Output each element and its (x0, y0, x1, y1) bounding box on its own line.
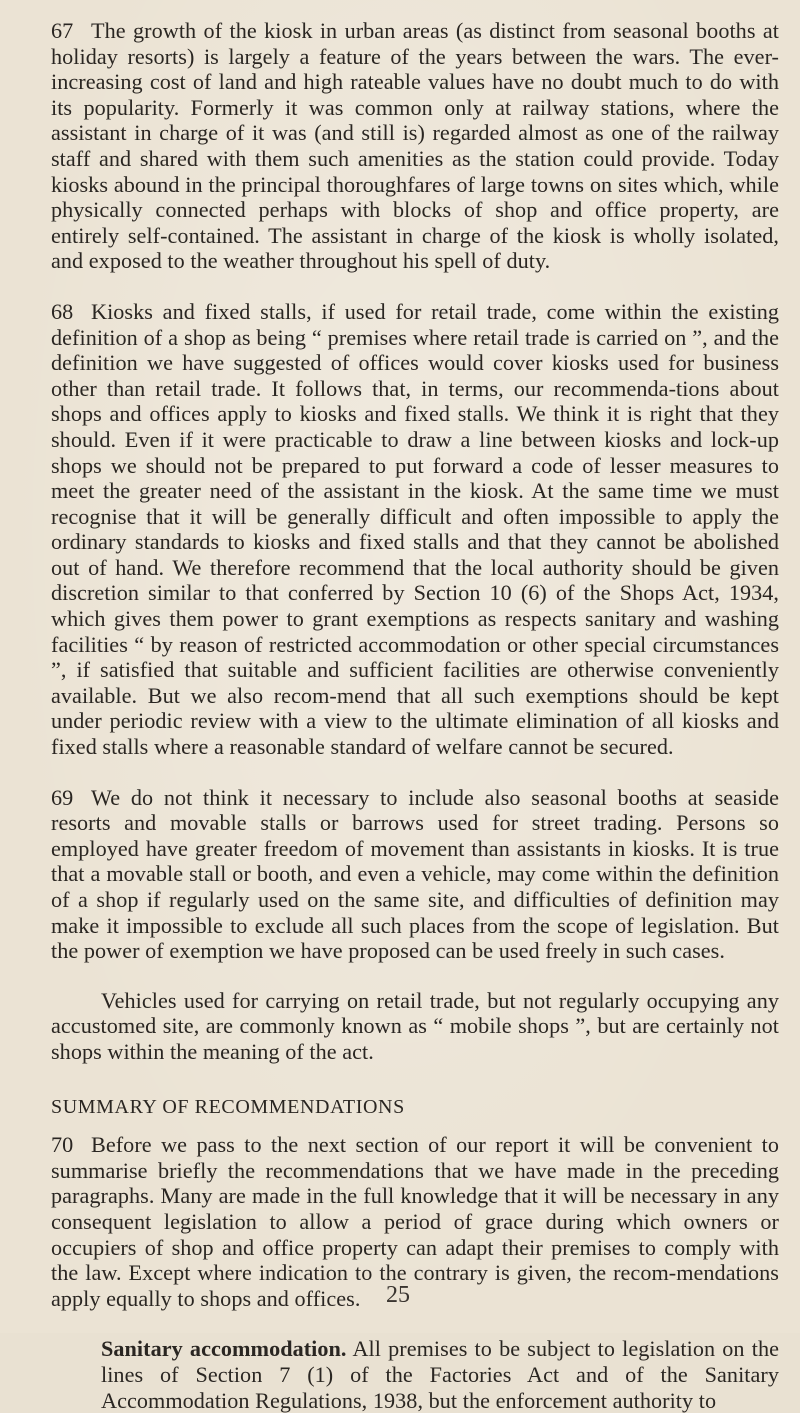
sanitary-title: Sanitary accommodation. (101, 1336, 347, 1362)
section-heading: SUMMARY OF RECOMMENDATIONS (51, 1095, 405, 1118)
paragraph-67 (51, 18, 779, 274)
paragraph-number: 69 (51, 784, 74, 810)
page-content (51, 18, 779, 1413)
paragraph-text: Kiosks and fixed stalls, if used for retail trade, come within the existing definition of a shop as being “ premises where retail trade is carried on ”, and the definition we have suggested of offices would cover kiosks used for business other than retail trade. It follows that, in terms, our recommenda-tions about shops and offices apply to kiosks and fixed stalls. We think it is right that they should. Even if it were practicable to draw a line between kiosks and lock-up shops we should not be prepared to put forward a code of lesser measures to meet the greater need of the assistant in the kiosk. At the same time we must recognise that it will be generally difficult and often impossible to apply the ordinary standards to kiosks and fixed stalls and that they cannot be abolished out of hand. We therefore recommend that the local authority should be given discretion similar to that conferred by Section 10 (6) of the Shops Act, 1934, which gives them power to grant exemptions as respects sanitary and washing facilities “ by reason of restricted accommodation or other special circumstances ”, if satisfied that suitable and sufficient facilities are otherwise conveniently available. But we also recom-mend that all such exemptions should be kept under periodic review with a view to the ultimate elimination of all kiosks and fixed stalls where a reasonable standard of welfare cannot be secured. (51, 298, 779, 760)
vehicles-paragraph: Vehicles used for carrying on retail trade, but not regularly occupying any accustomed site, are commonly known as “ mobile shops ”, but are certainly not shops within the meaning of the act. (51, 987, 779, 1064)
sanitary-paragraph (51, 1336, 779, 1413)
paragraph-69 (51, 785, 779, 964)
paragraph-number: 70 (51, 1132, 74, 1158)
paragraph-text: We do not think it necessary to include also seasonal booths at seaside resorts and movable stalls or barrows used for street trading. Persons so employed have greater freedom of movement than assistants in kiosks. It is true that a movable stall or booth, and even a vehicle, may come within the definition of a shop if regularly used on the same site, and difficulties of definition may make it impossible to exclude all such places from the scope of legislation. But the power of exemption we have proposed can be used freely in such cases. (51, 784, 779, 964)
paragraph-text: Before we pass to the next section of our report it will be convenient to summarise briefly the recommendations that we have made in the preceding paragraphs. Many are made in the full knowledge that it will be necessary in any consequent legislation to allow a period of grace during which owners or occupiers of shop and office property can adapt their premises to comply with the law. Except where indication to the contrary is given, the recom-mendations apply equally to shops and offices. (51, 1132, 779, 1311)
sanitary-text: All premises to be subject to legislation on the lines of Section 7 (1) of the Factories Act and of the Sanitary Accommodation Regulations, 1938, but the enforcement authority to (101, 1336, 779, 1413)
paragraph-number: 68 (51, 298, 74, 324)
page-number: 25 (386, 1282, 410, 1308)
paragraph-text: The growth of the kiosk in urban areas (as distinct from seasonal booths at holiday resorts) is largely a feature of the years between the wars. The ever-increasing cost of land and high rateable values have no doubt much to do with its popularity. Formerly it was common only at railway stations, where the assistant in charge of it was (and still is) regarded almost as one of the railway staff and shared with them such amenities as the station could provide. Today kiosks abound in the principal thoroughfares of large towns on sites which, while physically connected perhaps with blocks of shop and office property, are entirely self-contained. The assistant in charge of the kiosk is wholly isolated, and exposed to the weather throughout his spell of duty. (51, 18, 779, 274)
paragraph-70 (51, 1132, 779, 1311)
paragraph-68 (51, 299, 779, 760)
paragraph-number: 67 (51, 18, 74, 43)
